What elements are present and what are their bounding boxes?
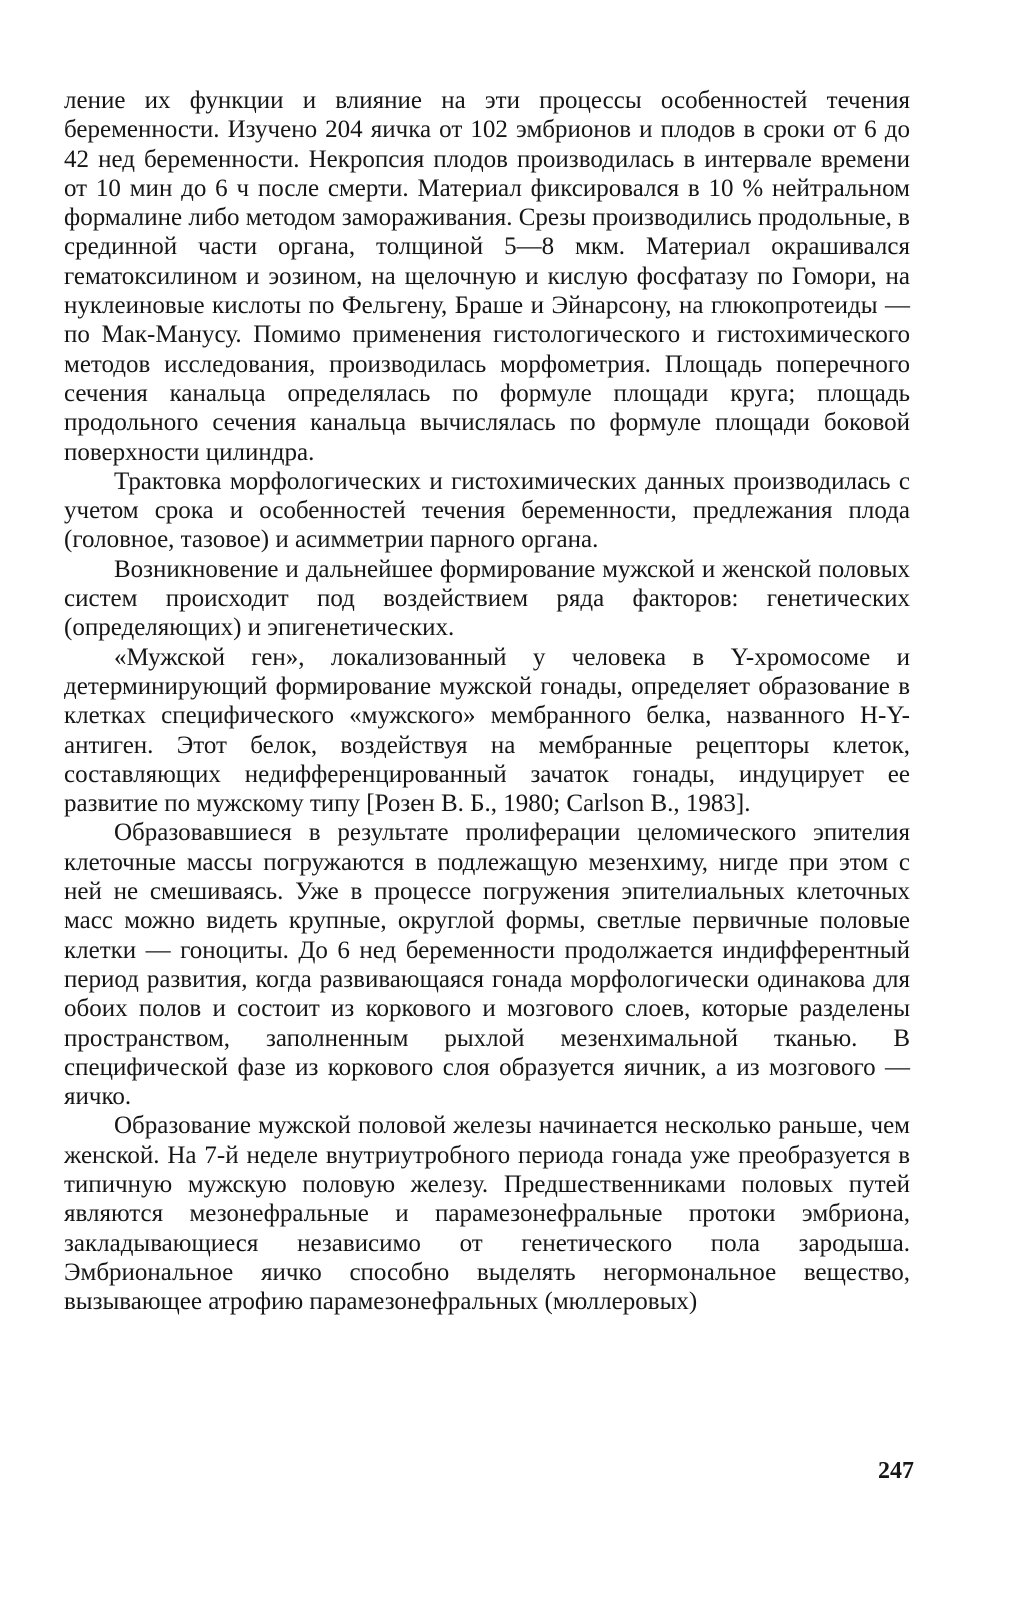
- paragraph-male-gland-formation: Образование мужской половой железы начинается несколько раньше, чем женской. На 7-й неделе внутриутробного периода гонада уже преобразуется в типичную мужскую половую железу. Предшественниками половых путей являются мезонефральные и парамезонефральные протоки эмбриона, закладывающиеся независимо от генетического пола зародыша. Эмбриональное яичко способно выделять негормональное вещество, вызывающее атрофию парамезонефральных (мюллеровых): [64, 1112, 910, 1316]
- paragraph-gonad-development: Образовавшиеся в результате пролиферации целомического эпителия клеточные массы погружаются в подлежащую мезенхиму, нигде при этом с ней не смешиваясь. Уже в процессе погружения эпителиальных клеточных масс можно видеть крупные, округлой формы, светлые первичные половые клетки — гоноциты. До 6 нед беременности продолжается индифферентный период развития, когда развивающаяся гонада морфологически одинакова для обоих полов и состоит из коркового и мозгового слоев, которые разделены пространством, заполненным рыхлой мезенхимальной тканью. В специфической фазе из коркового слоя образуется яичник, а из мозгового — яичко.: [64, 819, 910, 1111]
- paragraph-formation-factors: Возникновение и дальнейшее формирование мужской и женской половых систем происходит под воздействием ряда факторов: генетических (определяющих) и эпигенетических.: [64, 555, 910, 642]
- paragraph-methods: ление их функции и влияние на эти процессы особенностей течения беременности. Изучено 204 яичка от 102 эмбрионов и плодов в сроки от 6 до 42 нед беременности. Некропсия плодов производилась в интервале времени от 10 мин до 6 ч после смерти. Материал фиксировался в 10 % нейтральном формалине либо методом замораживания. Срезы производились продольные, в срединной части органа, толщиной 5—8 мкм. Материал окрашивался гематоксилином и эозином, на щелочную и кислую фосфатазу по Гомори, на нуклеиновые кислоты по Фельгену, Браше и Эйнарсону, на глюкопротеиды — по Мак-Манусу. Помимо применения гистологического и гистохимического методов исследования, производилась морфометрия. Площадь поперечного сечения канальца определялась по формуле площади круга; площадь продольного сечения канальца вычислялась по формуле площади боковой поверхности цилиндра.: [64, 87, 910, 466]
- paragraph-male-gene: «Мужской ген», локализованный у человека в Y-хромосоме и детерминирующий формирование мужской гонады, определяет образование в клетках специфического «мужского» мембранного белка, названного H-Y-антиген. Этот белок, воздействуя на мембранные рецепторы клеток, составляющих недифференцированный зачаток гонады, индуцирует ее развитие по мужскому типу [Розен В. Б., 1980; Carlson В., 1983].: [64, 643, 910, 818]
- body-text: [64, 86, 910, 1316]
- paragraph-interpretation: Трактовка морфологических и гистохимических данных производилась с учетом срока и особенностей течения беременности, предлежания плода (головное, тазовое) и асимметрии парного органа.: [64, 467, 910, 554]
- page-number: 247: [878, 1458, 914, 1484]
